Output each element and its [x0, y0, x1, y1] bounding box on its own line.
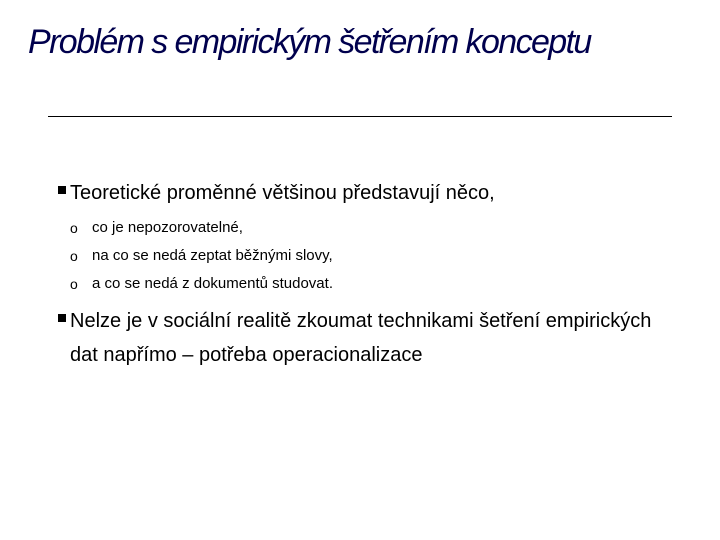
bullet-text-1: Teoretické proměnné většinou představují něco, — [70, 182, 495, 204]
sub-item-3 — [70, 270, 678, 298]
circle-bullet-icon: o — [70, 276, 78, 292]
square-bullet-icon — [58, 314, 66, 322]
sub-list — [58, 214, 678, 298]
sub-item-text-2: na co se nedá zeptat běžnými slovy, — [92, 247, 333, 264]
title-divider — [48, 116, 672, 117]
sub-item-2 — [70, 242, 678, 270]
circle-bullet-icon: o — [70, 220, 78, 236]
bullet-text-2: Nelze je v sociální realitě zkoumat technikami šetření empirických dat napřímo – potřeba operacionalizace — [70, 310, 652, 366]
square-bullet-icon — [58, 186, 66, 194]
sub-item-text-3: a co se nedá z dokumentů studovat. — [92, 275, 333, 292]
slide-content — [58, 176, 678, 372]
bullet-item-1 — [58, 176, 678, 210]
sub-item-1 — [70, 214, 678, 242]
bullet-item-2 — [58, 304, 678, 372]
circle-bullet-icon: o — [70, 248, 78, 264]
sub-item-text-1: co je nepozorovatelné, — [92, 219, 243, 236]
slide-title: Problém s empirickým šetřením konceptu — [28, 23, 591, 61]
